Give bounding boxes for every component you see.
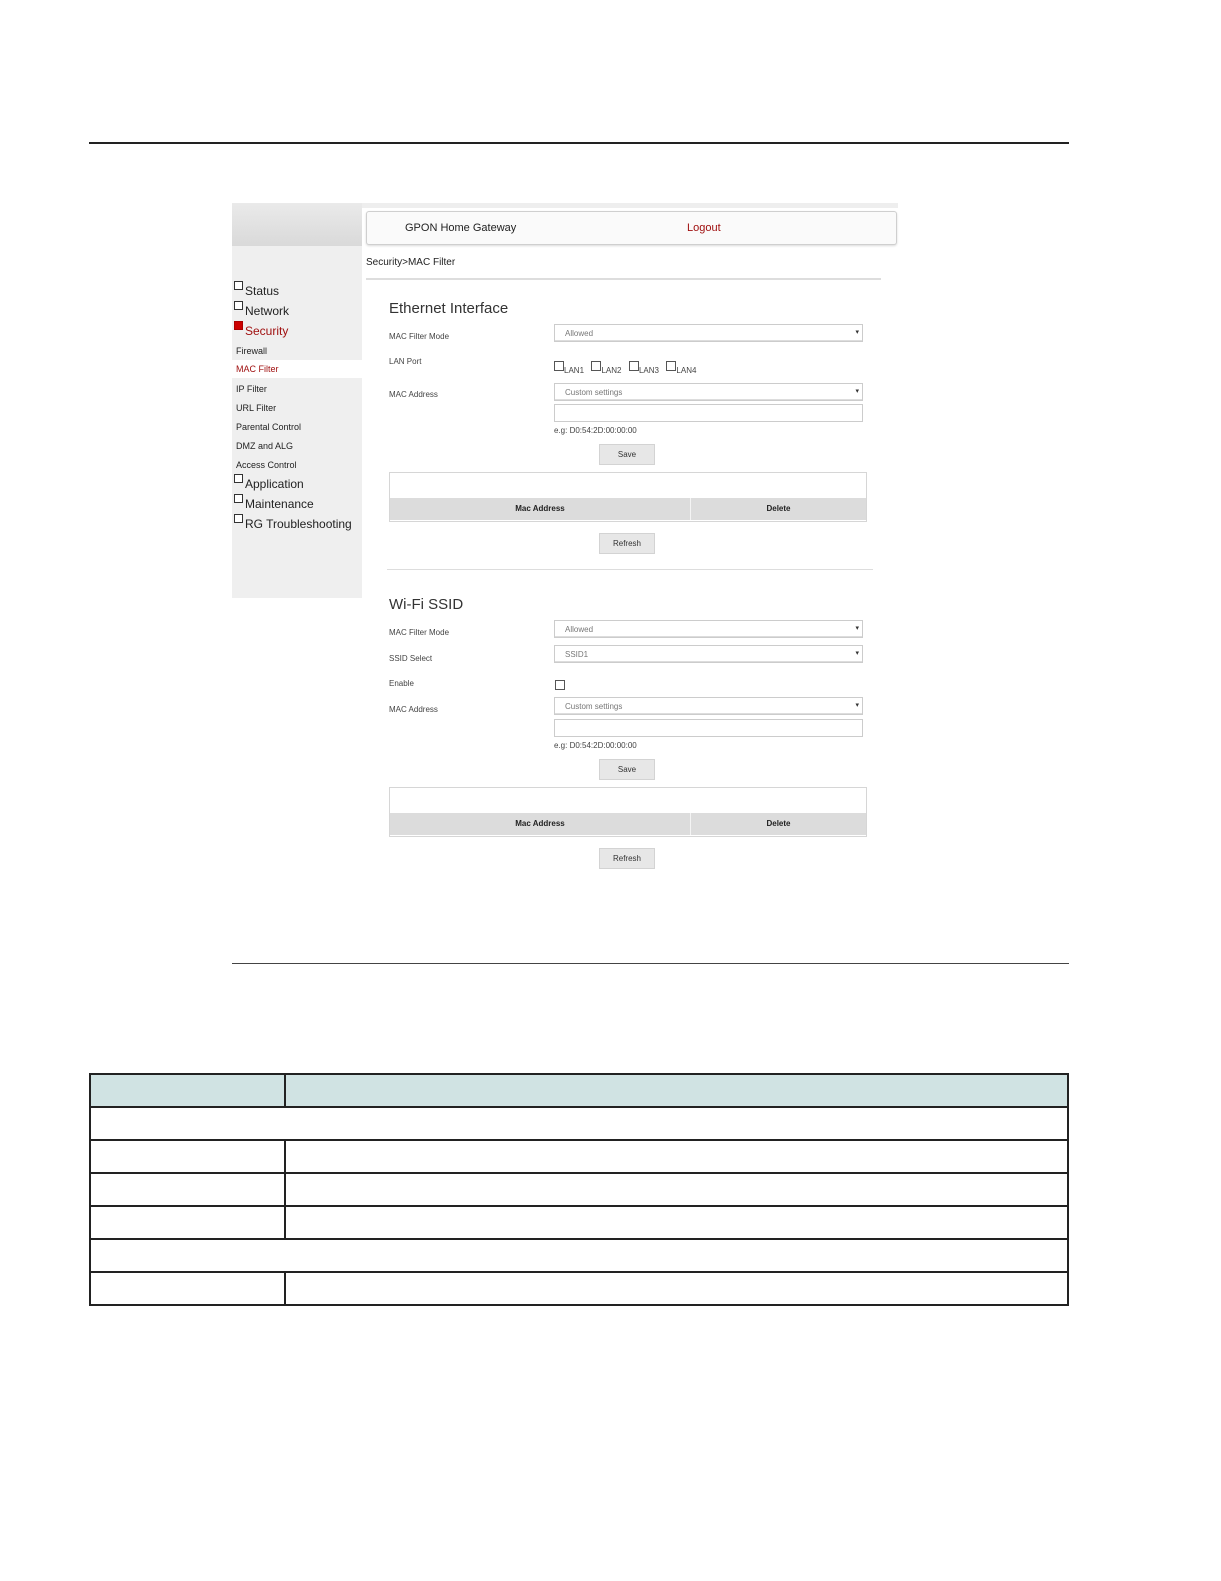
eth-mac-select[interactable]: Custom settings ▾ [554, 383, 863, 401]
nav-firewall[interactable]: Firewall [236, 346, 268, 356]
table-span-row [90, 1107, 1068, 1140]
wifi-ssid-label: SSID Select [389, 654, 433, 663]
top-strip [362, 203, 898, 208]
lan4-checkbox[interactable] [666, 361, 676, 371]
col-mac-address: Mac Address [515, 504, 565, 513]
nav-network[interactable]: Network [234, 304, 289, 318]
eth-mac-table [389, 472, 867, 522]
lan-port-checkboxes: LAN1 LAN2 LAN3 LAN4 [554, 357, 699, 375]
eth-mac-label: MAC Address [389, 390, 438, 399]
nav-access-control[interactable]: Access Control [236, 460, 297, 470]
table-row [90, 1173, 1068, 1206]
expand-icon [234, 494, 243, 503]
sidebar-header [232, 203, 362, 246]
breadcrumb: Security>MAC Filter [366, 257, 456, 268]
nav-dmz-alg[interactable]: DMZ and ALG [236, 441, 294, 451]
expand-icon [234, 474, 243, 483]
table-span-row [90, 1239, 1068, 1272]
router-screenshot [232, 203, 898, 903]
wifi-mode-label: MAC Filter Mode [389, 628, 450, 637]
eth-mode-label: MAC Filter Mode [389, 332, 450, 341]
dropdown-arrow-icon: ▾ [855, 625, 859, 632]
eth-mac-input[interactable] [554, 404, 863, 422]
eth-mode-select[interactable]: Allowed ▾ [554, 324, 863, 342]
eth-table-header [390, 498, 866, 520]
expand-icon [234, 301, 243, 310]
ethernet-title: Ethernet Interface [389, 300, 509, 317]
table-header-row [90, 1074, 1068, 1107]
wifi-save-button[interactable]: Save [599, 759, 655, 780]
wifi-mac-hint: e.g: D0:54:2D:00:00:00 [554, 741, 637, 750]
table-row [90, 1272, 1068, 1305]
top-bar [366, 211, 897, 245]
dropdown-arrow-icon: ▾ [855, 329, 859, 336]
eth-mac-hint: e.g: D0:54:2D:00:00:00 [554, 426, 637, 435]
col-delete: Delete [766, 504, 791, 513]
wifi-mac-label: MAC Address [389, 705, 438, 714]
lan3-checkbox[interactable] [629, 361, 639, 371]
nav-mac-filter[interactable]: MAC Filter [232, 360, 362, 378]
dropdown-arrow-icon: ▾ [855, 702, 859, 709]
col-delete: Delete [766, 819, 791, 828]
eth-refresh-button[interactable]: Refresh [599, 533, 655, 554]
app-title: GPON Home Gateway [405, 222, 517, 234]
document-table [89, 1073, 1069, 1306]
wifi-table-header [390, 813, 866, 835]
lan1-checkbox[interactable] [554, 361, 564, 371]
nav-security[interactable]: Security [234, 324, 288, 338]
breadcrumb-divider [366, 278, 881, 280]
dropdown-arrow-icon: ▾ [855, 650, 859, 657]
eth-lan-label: LAN Port [389, 357, 422, 366]
eth-save-button[interactable]: Save [599, 444, 655, 465]
wifi-title: Wi-Fi SSID [389, 596, 464, 613]
col-mac-address: Mac Address [515, 819, 565, 828]
table-row [90, 1206, 1068, 1239]
nav-url-filter[interactable]: URL Filter [236, 403, 277, 413]
wifi-mac-table [389, 787, 867, 837]
wifi-mac-input[interactable] [554, 719, 863, 737]
section-divider [387, 569, 873, 570]
nav-maintenance[interactable]: Maintenance [234, 497, 314, 511]
top-rule [89, 142, 1069, 144]
dropdown-arrow-icon: ▾ [855, 388, 859, 395]
wifi-mac-select[interactable]: Custom settings ▾ [554, 697, 863, 715]
nav-parental-control[interactable]: Parental Control [236, 422, 302, 432]
wifi-mode-select[interactable]: Allowed ▾ [554, 620, 863, 638]
nav-ip-filter[interactable]: IP Filter [236, 384, 267, 394]
expand-icon [234, 514, 243, 523]
nav-status[interactable]: Status [234, 284, 279, 298]
expand-icon [234, 281, 243, 290]
lan2-checkbox[interactable] [591, 361, 601, 371]
wifi-enable-label: Enable [389, 679, 414, 688]
table-row [90, 1140, 1068, 1173]
bottom-rule [232, 963, 1069, 964]
nav-rg-troubleshooting[interactable]: RG Troubleshooting [234, 517, 352, 531]
nav-application[interactable]: Application [234, 477, 304, 491]
expand-icon [234, 321, 243, 330]
logout-link[interactable]: Logout [687, 222, 721, 234]
wifi-enable-checkbox[interactable] [555, 680, 565, 690]
wifi-ssid-select[interactable]: SSID1 ▾ [554, 645, 863, 663]
wifi-refresh-button[interactable]: Refresh [599, 848, 655, 869]
